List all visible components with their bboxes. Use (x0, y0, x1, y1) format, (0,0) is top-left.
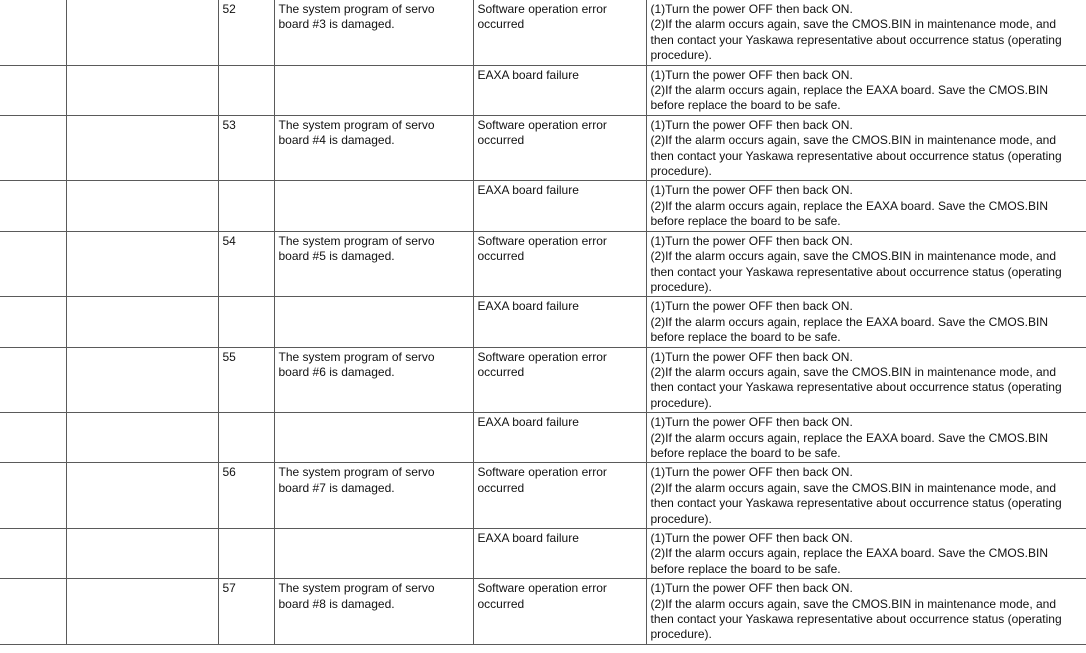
cell-text-line: (1)Turn the power OFF then back ON. (650, 2, 853, 16)
alarm-meaning-cell (274, 463, 473, 529)
table-row (0, 347, 1086, 413)
blank-cell (66, 463, 218, 529)
blank-cell (0, 231, 66, 297)
cell-text-line: then contact your Yaskawa representative about occurrence status (operating (650, 148, 1062, 163)
alarm-cause-cell (473, 347, 646, 413)
cell-text-line: occurred (477, 364, 525, 379)
cell-text-line: occurred (477, 249, 525, 264)
alarm-cause-cell (473, 579, 646, 645)
alarm-meaning-cell (274, 413, 473, 463)
cell-text-line: The system program of servo (278, 465, 435, 480)
alarm-code-cell (218, 463, 274, 529)
blank-cell (0, 347, 66, 413)
table-row (0, 65, 1086, 115)
cell-text-line: EAXA board failure (477, 415, 579, 430)
cell-text-line: Software operation error (477, 117, 607, 132)
cell-text-line: before replace the board to be safe. (650, 330, 841, 345)
alarm-remedy-cell (646, 297, 1086, 347)
cell-text-line: (2)If the alarm occurs again, save the CMOS.BIN in maintenance mode, and (650, 596, 1057, 611)
alarm-code-cell (218, 115, 274, 181)
alarm-meaning-cell (274, 181, 473, 231)
blank-cell (0, 297, 66, 347)
alarm-remedy-cell (646, 181, 1086, 231)
cell-text-line: board #3 is damaged. (278, 17, 395, 32)
alarm-remedy-cell (646, 65, 1086, 115)
alarm-code: 56 (222, 465, 236, 480)
table-row (0, 463, 1086, 529)
blank-cell (66, 413, 218, 463)
cell-text-line: (2)If the alarm occurs again, replace the EAXA board. Save the CMOS.BIN (650, 198, 1049, 213)
cell-text-line: occurred (477, 596, 525, 611)
cell-text-line: Software operation error (477, 465, 607, 480)
cell-text-line: procedure). (650, 511, 712, 526)
blank-cell (66, 231, 218, 297)
cell-text-line: Software operation error (477, 233, 607, 248)
alarm-remedy-cell (646, 579, 1086, 645)
alarm-remedy-cell (646, 0, 1086, 65)
cell-text-line: then contact your Yaskawa representative about occurrence status (operating (650, 380, 1062, 395)
cell-text-line: then contact your Yaskawa representative about occurrence status (operating (650, 612, 1062, 627)
blank-cell (0, 0, 66, 65)
alarm-code: 54 (222, 233, 236, 248)
cell-text-line: EAXA board failure (477, 183, 579, 198)
cell-text-line: procedure). (650, 48, 712, 63)
blank-cell (0, 529, 66, 579)
alarm-code: 53 (222, 117, 236, 132)
cell-text-line: (1)Turn the power OFF then back ON. (650, 465, 853, 480)
alarm-remedy-cell (646, 347, 1086, 413)
alarm-code-cell (218, 65, 274, 115)
cell-text-line: procedure). (650, 627, 712, 642)
table-row (0, 297, 1086, 347)
cell-text-line: procedure). (650, 395, 712, 410)
alarm-code-cell (218, 579, 274, 645)
alarm-meaning-cell (274, 529, 473, 579)
cell-text-line: before replace the board to be safe. (650, 445, 841, 460)
alarm-code-cell (218, 529, 274, 579)
alarm-meaning-cell (274, 297, 473, 347)
cell-text-line: Software operation error (477, 2, 607, 16)
cell-text-line: (2)If the alarm occurs again, replace the EAXA board. Save the CMOS.BIN (650, 83, 1049, 98)
cell-text-line: (1)Turn the power OFF then back ON. (650, 581, 853, 596)
blank-cell (0, 65, 66, 115)
alarm-code-cell (218, 0, 274, 65)
cell-text-line: board #5 is damaged. (278, 249, 395, 264)
alarm-cause-cell (473, 463, 646, 529)
blank-cell (0, 115, 66, 181)
cell-text-line: The system program of servo (278, 2, 435, 16)
alarm-cause-cell (473, 529, 646, 579)
cell-text-line: (2)If the alarm occurs again, replace the EAXA board. Save the CMOS.BIN (650, 430, 1049, 445)
alarm-remedy-cell (646, 115, 1086, 181)
alarm-meaning-cell (274, 347, 473, 413)
cell-text-line: (1)Turn the power OFF then back ON. (650, 531, 853, 545)
cell-text-line: (1)Turn the power OFF then back ON. (650, 183, 853, 198)
cell-text-line: (2)If the alarm occurs again, save the CMOS.BIN in maintenance mode, and (650, 364, 1057, 379)
alarm-meaning-cell (274, 65, 473, 115)
cell-text-line: before replace the board to be safe. (650, 561, 841, 576)
alarm-code: 57 (222, 581, 236, 596)
alarm-remedy-cell (646, 413, 1086, 463)
blank-cell (0, 413, 66, 463)
alarm-remedy-cell (646, 231, 1086, 297)
alarm-code-cell (218, 297, 274, 347)
alarm-code-cell (218, 181, 274, 231)
cell-text-line: The system program of servo (278, 581, 435, 596)
cell-text-line: (1)Turn the power OFF then back ON. (650, 299, 853, 314)
alarm-cause-cell (473, 181, 646, 231)
alarm-cause-cell (473, 65, 646, 115)
cell-text-line: (1)Turn the power OFF then back ON. (650, 117, 853, 132)
table-row (0, 181, 1086, 231)
blank-cell (66, 347, 218, 413)
alarm-code: 55 (222, 349, 236, 364)
blank-cell (0, 579, 66, 645)
cell-text-line: The system program of servo (278, 117, 435, 132)
alarm-meaning-cell (274, 579, 473, 645)
cell-text-line: EAXA board failure (477, 67, 579, 82)
alarm-cause-cell (473, 231, 646, 297)
blank-cell (66, 115, 218, 181)
cell-text-line: then contact your Yaskawa representative about occurrence status (operating (650, 32, 1062, 47)
table-row (0, 579, 1086, 645)
alarm-remedy-cell (646, 463, 1086, 529)
cell-text-line: EAXA board failure (477, 299, 579, 314)
blank-cell (0, 181, 66, 231)
blank-cell (66, 0, 218, 65)
cell-text-line: board #6 is damaged. (278, 364, 395, 379)
cell-text-line: board #4 is damaged. (278, 133, 395, 148)
table-row (0, 529, 1086, 579)
cell-text-line: before replace the board to be safe. (650, 98, 841, 113)
cell-text-line: (1)Turn the power OFF then back ON. (650, 349, 853, 364)
cell-text-line: (2)If the alarm occurs again, save the CMOS.BIN in maintenance mode, and (650, 480, 1057, 495)
alarm-code-cell (218, 347, 274, 413)
table-row (0, 0, 1086, 65)
blank-cell (66, 529, 218, 579)
cell-text-line: then contact your Yaskawa representative about occurrence status (operating (650, 496, 1062, 511)
cell-text-line: Software operation error (477, 581, 607, 596)
cell-text-line: EAXA board failure (477, 531, 579, 545)
alarm-meaning-cell (274, 231, 473, 297)
alarm-code-cell (218, 231, 274, 297)
alarm-cause-cell (473, 115, 646, 181)
table-row (0, 115, 1086, 181)
table-row (0, 231, 1086, 297)
cell-text-line: (2)If the alarm occurs again, save the CMOS.BIN in maintenance mode, and (650, 249, 1057, 264)
cell-text-line: before replace the board to be safe. (650, 214, 841, 229)
cell-text-line: (1)Turn the power OFF then back ON. (650, 233, 853, 248)
cell-text-line: procedure). (650, 164, 712, 179)
table-row (0, 413, 1086, 463)
cell-text-line: (2)If the alarm occurs again, replace the EAXA board. Save the CMOS.BIN (650, 314, 1049, 329)
blank-cell (66, 579, 218, 645)
alarm-code: 52 (222, 2, 236, 16)
blank-cell (66, 181, 218, 231)
cell-text-line: (1)Turn the power OFF then back ON. (650, 415, 853, 430)
cell-text-line: board #8 is damaged. (278, 596, 395, 611)
cell-text-line: board #7 is damaged. (278, 480, 395, 495)
blank-cell (66, 65, 218, 115)
cell-text-line: then contact your Yaskawa representative about occurrence status (operating (650, 264, 1062, 279)
cell-text-line: (2)If the alarm occurs again, save the CMOS.BIN in maintenance mode, and (650, 133, 1057, 148)
alarm-code-cell (218, 413, 274, 463)
cell-text-line: (1)Turn the power OFF then back ON. (650, 67, 853, 82)
cell-text-line: (2)If the alarm occurs again, replace the EAXA board. Save the CMOS.BIN (650, 546, 1049, 561)
alarm-meaning-cell (274, 115, 473, 181)
alarm-cause-cell (473, 413, 646, 463)
blank-cell (66, 297, 218, 347)
cell-text-line: occurred (477, 17, 525, 32)
cell-text-line: Software operation error (477, 349, 607, 364)
blank-cell (0, 463, 66, 529)
cell-text-line: procedure). (650, 279, 712, 294)
cell-text-line: occurred (477, 480, 525, 495)
alarm-cause-cell (473, 297, 646, 347)
cell-text-line: (2)If the alarm occurs again, save the CMOS.BIN in maintenance mode, and (650, 17, 1057, 32)
alarm-cause-cell (473, 0, 646, 65)
alarm-meaning-cell (274, 0, 473, 65)
cell-text-line: The system program of servo (278, 233, 435, 248)
cell-text-line: The system program of servo (278, 349, 435, 364)
alarm-remedy-cell (646, 529, 1086, 579)
cell-text-line: occurred (477, 133, 525, 148)
